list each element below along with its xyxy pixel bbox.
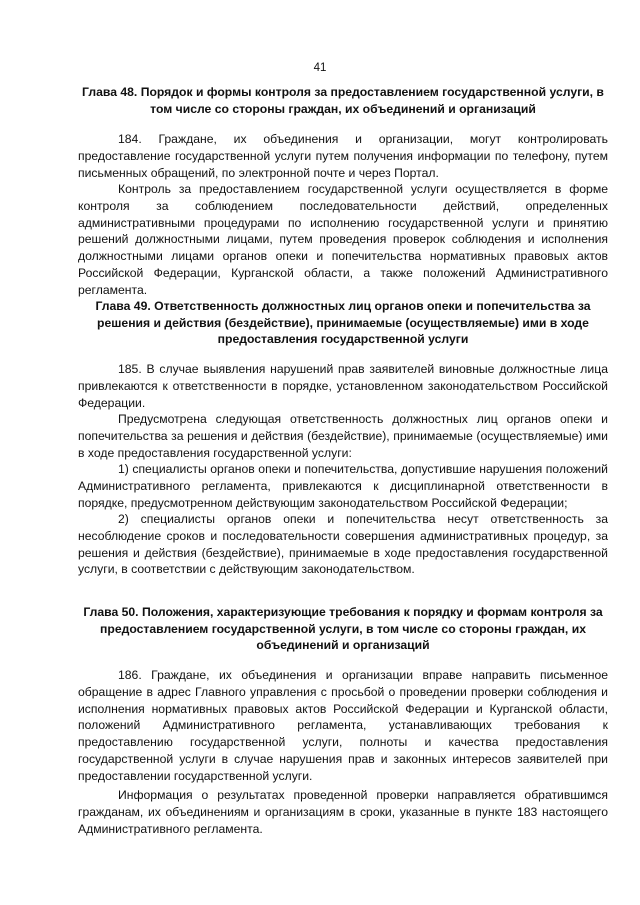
- chapter-49-heading: Глава 49. Ответственность должностных лиц органов опеки и попечительства за решения и действия (бездействие), принимаемые (осуществляемые) ими в ходе предоставления государственной услуги: [95, 299, 591, 346]
- paragraph-185: 185. В случае выявления нарушений прав заявителей виновные должностные лица привлекаются к ответственности в порядке, установленном законодательством Российской Федерации.: [78, 362, 608, 410]
- paragraph-185-item-1: 1) специалисты органов опеки и попечительства, допустившие нарушения положений Административного регламента, привлекаются к дисциплинарной ответственности в порядке, предусмотренном действующим законодательством Российской Федерации;: [78, 462, 608, 510]
- paragraph-184: 184. Граждане, их объединения и организации, могут контролировать предоставление государственной услуги путем получения информации по телефону, путем письменных обращений, по электронной почте и через Портал.: [78, 132, 608, 180]
- chapter-48-heading: Глава 48. Порядок и формы контроля за предоставлением государственной услуги, в том числе со стороны граждан, их объединений и организаций: [82, 85, 604, 116]
- chapter-50-heading: Глава 50. Положения, характеризующие требования к порядку и формам контроля за предоставлением государственной услуги, в том числе со стороны граждан, их объединений и организаций: [83, 605, 603, 652]
- paragraph-185-liability: Предусмотрена следующая ответственность должностных лиц органов опеки и попечительства за решения и действия (бездействие), принимаемые (осуществляемые) ими в ходе предоставления государственной услуги:: [78, 412, 608, 460]
- paragraph-185-item-2: 2) специалисты органов опеки и попечительства несут ответственность за несоблюдение сроков и последовательности совершения административных процедур, за решения и действия (бездействие), принимаемые в ходе предоставления государственной услуги, в соответствии с действующим законодательством.: [78, 512, 608, 577]
- paragraph-184-control: Контроль за предоставлением государственной услуги осуществляется в форме контроля за соблюдением последовательности действий, определенных административными процедурами по исполнению государственной услуги и принятию решений должностными лицами, путем проведения проверок соблюдения и исполнения должностными лицами органов опеки и попечительства нормативных правовых актов Российской Федерации, Курганской области, а также положений Административного регламента.: [78, 182, 608, 297]
- page-number: 41: [313, 62, 327, 74]
- paragraph-186-results: Информация о результатах проведенной проверки направляется обратившимся гражданам, их объединениям и организациям в сроки, указанные в пункте 183 настоящего Административного регламента.: [78, 788, 608, 836]
- paragraph-186: 186. Граждане, их объединения и организации вправе направить письменное обращение в адрес Главного управления с просьбой о проведении проверки соблюдения и исполнения нормативных правовых актов Российской Федерации и Курганской области, положений Административного регламента, устанавливающих требования к предоставлению государственной услуги, полноты и качества предоставления государственной услуги в случае нарушения прав и законных интересов заявителей при предоставлении государственной услуги.: [78, 668, 608, 783]
